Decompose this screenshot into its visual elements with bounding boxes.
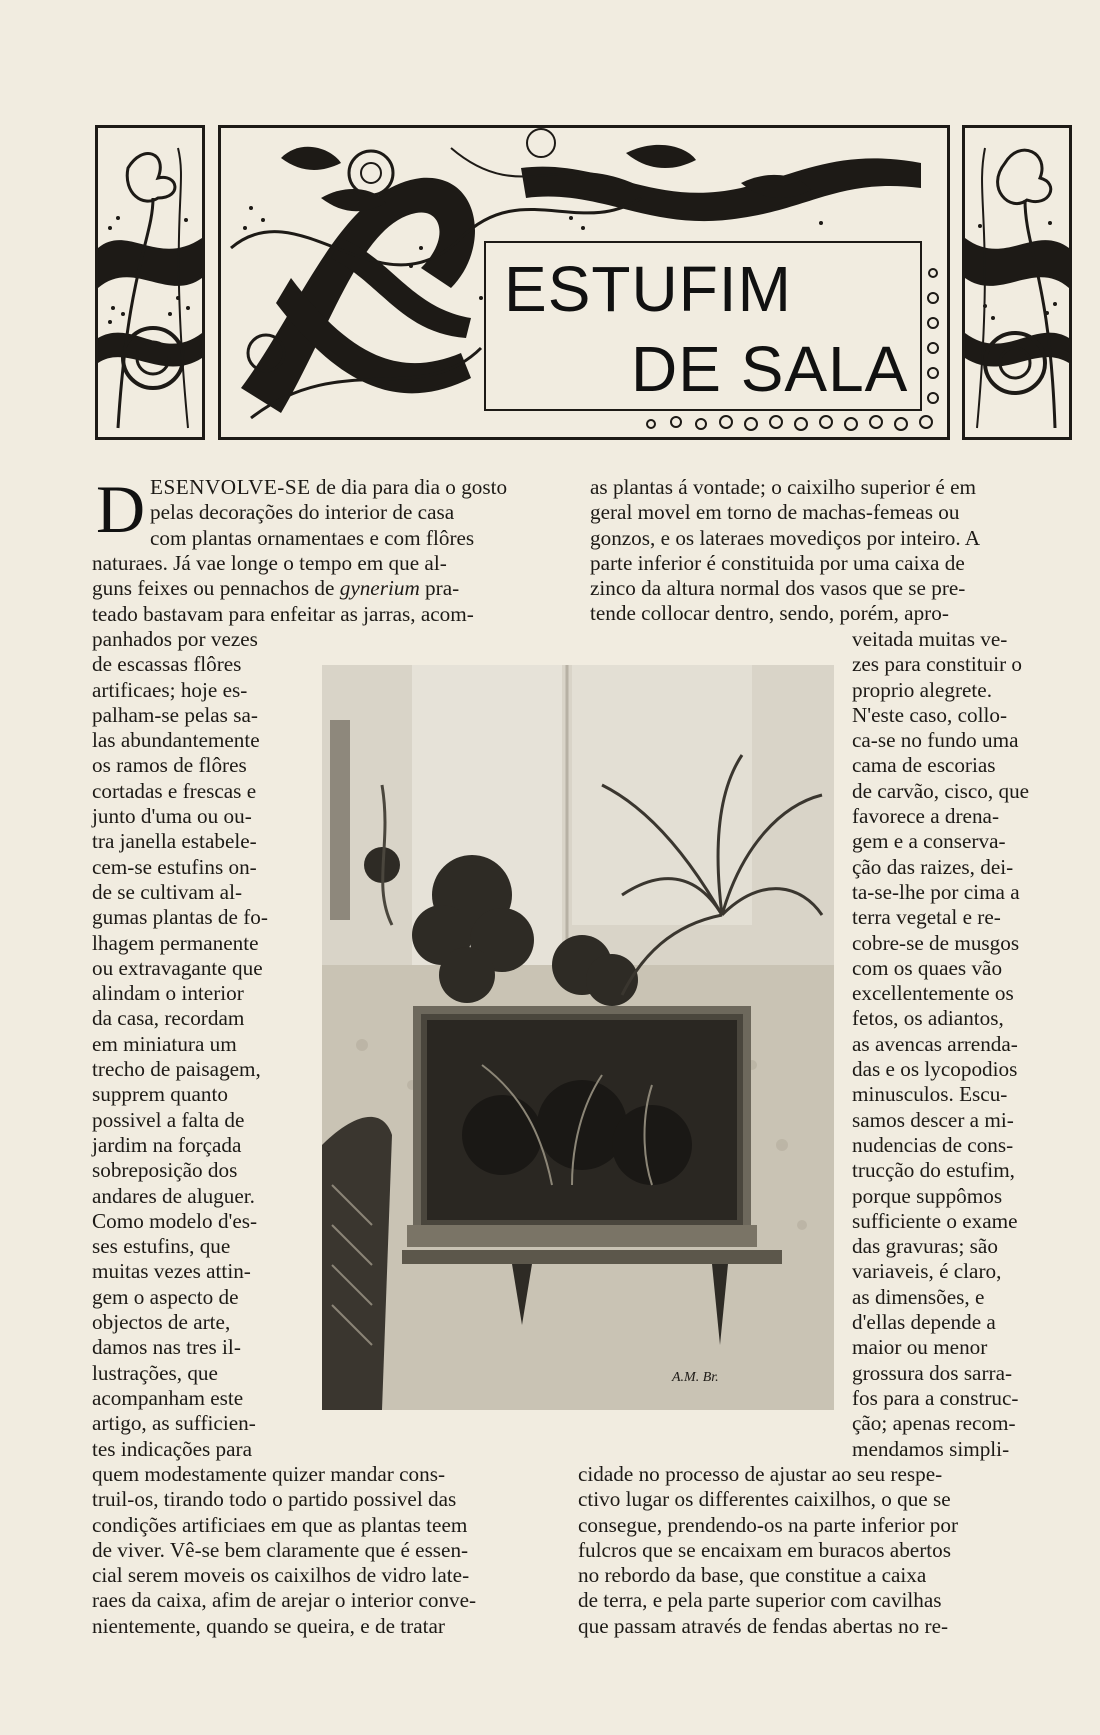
text-line: tende collocar dentro, sendo, porém, apro- <box>590 601 949 626</box>
text-line: geral movel em torno de machas-femeas ou <box>590 500 960 525</box>
text-line: cidade no processo de ajustar ao seu respe- <box>578 1462 943 1486</box>
title-banner <box>218 125 950 440</box>
left-ornament-panel <box>95 125 205 440</box>
text-line: variaveis, é claro, <box>852 1259 1002 1284</box>
text-line: que passam através de fendas abertas no re- <box>578 1613 949 1638</box>
right-floral-ornament <box>965 128 1069 437</box>
text-line: panhados por vezes <box>92 627 258 651</box>
text-line: gem e a conserva- <box>852 829 1006 854</box>
text-line: trucção do estufim, <box>852 1158 1015 1183</box>
text-line: cortadas e frescas e <box>92 778 257 803</box>
text-line: no rebordo da base, que constitue a caixa <box>578 1563 927 1588</box>
drop-cap: D <box>96 471 146 547</box>
text-line: supprem quanto <box>92 1082 228 1107</box>
text-line: artigo, as sufficien- <box>92 1411 256 1436</box>
text-line: gem o aspecto de <box>92 1284 239 1309</box>
intro-line-text: de dia para dia o gosto <box>315 475 508 499</box>
text-line: fos para a construc- <box>852 1385 1019 1410</box>
text-line: da casa, recordam <box>92 1006 245 1031</box>
text-line: ca-se no fundo uma <box>852 728 1019 753</box>
text-line: junto d'uma ou ou- <box>92 804 252 829</box>
text-line: as plantas á vontade; o caixilho superior é em <box>590 475 976 499</box>
text-line: os ramos de flôres <box>92 753 247 778</box>
text-line: d'ellas depende a <box>852 1310 996 1335</box>
text-line: com os quaes vão <box>852 955 1003 980</box>
text-line: excellentemente os <box>852 981 1014 1006</box>
text-line: jardim na forçada <box>92 1132 242 1157</box>
text-line: muitas vezes attin- <box>92 1259 251 1284</box>
opening-small-caps: ESENVOLVE-SE <box>150 475 311 499</box>
text-line: mendamos simpli- <box>852 1436 1010 1461</box>
text-line: zinco da altura normal dos vasos que se pre- <box>590 576 966 601</box>
text-line: terra vegetal e re- <box>852 905 1001 930</box>
terrarium-illustration <box>322 665 834 1410</box>
left-narrow-column <box>92 627 302 1462</box>
text-line: cobre-se de musgos <box>852 930 1020 955</box>
text-line: cial serem moveis os caixilhos de vidro late- <box>92 1563 470 1588</box>
intro-line <box>150 475 570 500</box>
text-line: ctivo lugar os differentes caixilhos, o que se <box>578 1487 951 1512</box>
text-line: gonzos, e os lateraes movediços por inteiro. A <box>590 525 981 550</box>
text-line: trecho de paisagem, <box>92 1057 261 1082</box>
text-line: andares de aluguer. <box>92 1183 255 1208</box>
text-line: palham-se pelas sa- <box>92 702 258 727</box>
italic-gynerium: gynerium <box>339 576 420 601</box>
text-line: de escassas flôres <box>92 652 242 677</box>
text-line: damos nas tres il- <box>92 1335 241 1360</box>
text-line: objectos de arte, <box>92 1310 231 1335</box>
text-line: nientemente, quando se queira, e de tratar <box>92 1613 445 1638</box>
text-line: fetos, os adiantos, <box>852 1006 1004 1031</box>
artist-signature: A.M. Br. <box>672 1370 719 1385</box>
right-bottom-column <box>578 1462 1062 1639</box>
text-line: das gravuras; são <box>852 1234 998 1259</box>
text-line: las abundantemente <box>92 728 260 753</box>
text-line: sobreposição dos <box>92 1158 238 1183</box>
text-line: raes da caixa, afim de arejar o interior conve- <box>92 1588 477 1613</box>
text-line: de se cultivam al- <box>92 879 243 904</box>
text-line: condições artificiaes em que as plantas teem <box>92 1512 468 1537</box>
text-line: grossura dos sarra- <box>852 1360 1013 1385</box>
text-line: sufficiente o exame <box>852 1208 1018 1233</box>
text-line: ses estufins, que <box>92 1234 231 1259</box>
text-line: porque suppômos <box>852 1183 1003 1208</box>
text-line: alindam o interior <box>92 981 244 1006</box>
title-line-1: ESTUFIM <box>504 253 792 325</box>
left-bottom-column <box>92 1462 570 1639</box>
text-line: de viver. Vê-se bem claramente que é essen- <box>92 1537 469 1562</box>
text-line: zes para constituir o <box>852 652 1023 677</box>
text-line: ção das raizes, dei- <box>852 854 1014 879</box>
intro-line: pelas decorações do interior de casa <box>150 500 455 525</box>
text-line: consegue, prendendo-os na parte inferior por <box>578 1512 959 1537</box>
text-line: ta-se-lhe por cima a <box>852 879 1020 904</box>
intro-line-text: guns feixes ou pennachos de <box>92 576 335 601</box>
intro-line-text: pra- <box>425 576 460 601</box>
text-line: minusculos. Escu- <box>852 1082 1008 1107</box>
text-line: fulcros que se encaixam em buracos abertos <box>578 1537 951 1562</box>
title-line-2: DE SALA <box>631 333 909 405</box>
text-line: maior ou menor <box>852 1335 988 1360</box>
right-top-column <box>590 475 1062 627</box>
text-line: ou extravagante que <box>92 955 263 980</box>
text-line: favorece a drena- <box>852 804 1000 829</box>
intro-line: naturaes. Já vae longe o tempo em que al- <box>92 551 447 575</box>
text-line: de terra, e pela parte superior com cavilhas <box>578 1588 942 1613</box>
text-line: N'este caso, collo- <box>852 702 1008 727</box>
text-line: cem-se estufins on- <box>92 854 257 879</box>
text-line: samos descer a mi- <box>852 1107 1014 1132</box>
intro-paragraph-body <box>92 551 570 627</box>
text-line: tes indicações para <box>92 1436 253 1461</box>
text-line: as avencas arrenda- <box>852 1031 1018 1056</box>
intro-line: teado bastavam para enfeitar as jarras, acom- <box>92 601 474 626</box>
right-ornament-panel <box>962 125 1072 440</box>
intro-line <box>92 576 570 601</box>
text-line: truil-os, tirando todo o partido possivel das <box>92 1487 457 1512</box>
text-line: possivel a falta de <box>92 1107 245 1132</box>
text-line: nudencias de cons- <box>852 1132 1014 1157</box>
text-line: quem modestamente quizer mandar cons- <box>92 1462 445 1486</box>
text-line: Como modelo d'es- <box>92 1208 258 1233</box>
left-floral-ornament <box>98 128 202 437</box>
text-line: cama de escorias <box>852 753 996 778</box>
text-line: proprio alegrete. <box>852 677 993 702</box>
text-line: das e os lycopodios <box>852 1057 1018 1082</box>
text-line: gumas plantas de fo- <box>92 905 268 930</box>
right-narrow-column <box>852 627 1062 1462</box>
text-line: acompanham este <box>92 1385 244 1410</box>
text-line: lustrações, que <box>92 1360 218 1385</box>
text-line: tra janella estabele- <box>92 829 257 854</box>
text-line: parte inferior é constituida por uma caixa de <box>590 550 965 575</box>
text-line: artificaes; hoje es- <box>92 677 248 702</box>
intro-line: com plantas ornamentaes e com flôres <box>150 525 475 550</box>
text-line: veitada muitas ve- <box>852 627 1008 651</box>
text-line: as dimensões, e <box>852 1284 985 1309</box>
estufim-photograph <box>322 665 834 1410</box>
text-line: em miniatura um <box>92 1031 237 1056</box>
text-line: lhagem permanente <box>92 930 259 955</box>
text-line: ção; apenas recom- <box>852 1411 1016 1436</box>
text-line: de carvão, cisco, que <box>852 778 1030 803</box>
intro-paragraph-head <box>150 475 570 551</box>
title-box <box>484 241 922 411</box>
